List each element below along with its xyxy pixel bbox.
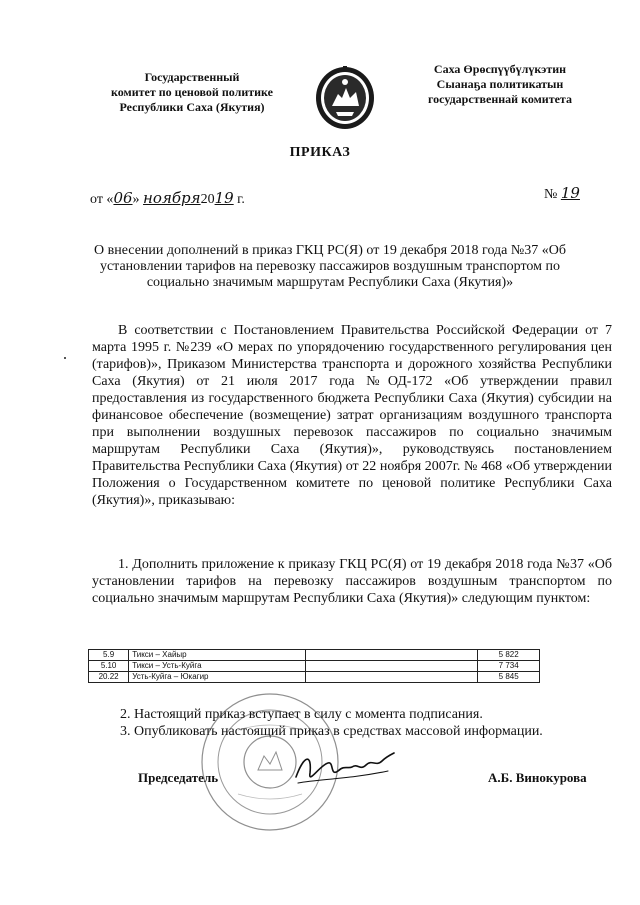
date-year-suffix: 19 <box>214 189 234 207</box>
header-left-line: Республики Саха (Якутия) <box>119 100 265 114</box>
document-title: ПРИКАЗ <box>289 145 351 160</box>
signatory-name: А.Б. Винокурова <box>488 770 587 785</box>
date-mid: » <box>132 192 144 207</box>
tariff-table <box>88 649 540 683</box>
item-3: 3. Опубликовать настоящий приказ в средствах массовой информации. <box>120 724 543 739</box>
date-day: 06 <box>113 189 133 207</box>
table-row <box>89 661 540 672</box>
body-paragraph: В соответствии с Постановлением Правительства Российской Федерации от 7 марта 1995 г. №239 «О мерах по упорядочению государственного регулирования цен (тарифов)», Приказом Министерства транспорта и дорожного хозяйства Республики Саха (Якутия) от 21 июля 2017 года №ОД-172 «Об утверждении правил предоставления из государственного бюджета Республики Саха (Якутия) субсидии на финансовое обеспечение (возмещение) затрат организациям воздушного транспорта при выполнении воздушных перевозок пассажиров по социально значимым маршрутам Республики Саха (Якутия)», руководствуясь постановлением Правительства Республики Саха (Якутия) от 22 ноября 2007г. № 468 «Об утверждении Положения о Государственном комитете по ценовой политике Республики Саха (Якутия)», приказываю: <box>92 323 612 508</box>
row-route: Тикси – Усть-Куйга <box>129 661 306 672</box>
row-number: 20.22 <box>89 672 129 683</box>
row-note <box>306 650 478 661</box>
table-row <box>89 650 540 661</box>
order-number <box>544 184 580 203</box>
header-right-line: государственнай комитета <box>428 92 572 106</box>
header-right-org <box>405 62 595 107</box>
date-year-prefix: 20 <box>200 192 215 207</box>
table-row <box>89 672 540 683</box>
header-right-line: Саха Өрөспүүбүлүкэтин <box>433 62 567 76</box>
header-left-line: комитет по ценовой политике <box>111 85 273 99</box>
number-value: 19 <box>560 184 580 202</box>
header-right-line: Сыанаҕа политикатын <box>436 77 564 91</box>
margin-mark <box>64 357 66 359</box>
header-left-org <box>92 70 292 115</box>
date-month: ноября <box>143 189 201 207</box>
row-note <box>306 661 478 672</box>
item-2: 2. Настоящий приказ вступает в силу с момента подписания. <box>120 707 483 722</box>
item-1: 1. Дополнить приложение к приказу ГКЦ РС(Я) от 19 декабря 2018 года №37 «Об установлении тарифов на перевозку пассажиров воздушным транспортом по социально значимым маршрутам Республики Саха (Якутия)» следующим пунктом: <box>92 557 612 606</box>
order-date <box>90 189 245 208</box>
handwritten-signature-icon <box>290 745 400 795</box>
row-route: Усть-Куйга – Юкагир <box>129 672 306 683</box>
row-value: 5 822 <box>478 650 540 661</box>
date-prefix: от « <box>90 192 114 207</box>
header-left-line: Государственный <box>144 70 240 84</box>
row-value: 5 845 <box>478 672 540 683</box>
signature-label: Председатель <box>138 770 219 785</box>
row-number: 5.10 <box>89 661 129 672</box>
order-subject: О внесении дополнений в приказ ГКЦ РС(Я) от 19 декабря 2018 года №37 «Об установлении тарифов на перевозку пассажиров воздушным транспортом по социально значимым маршрутам Республики Саха (Якутия)» <box>94 243 566 290</box>
row-number: 5.9 <box>89 650 129 661</box>
number-prefix: № <box>544 187 561 202</box>
coat-of-arms-icon <box>312 62 378 132</box>
row-route: Тикси – Хайыр <box>129 650 306 661</box>
row-note <box>306 672 478 683</box>
row-value: 7 734 <box>478 661 540 672</box>
date-suffix: г. <box>233 192 245 207</box>
